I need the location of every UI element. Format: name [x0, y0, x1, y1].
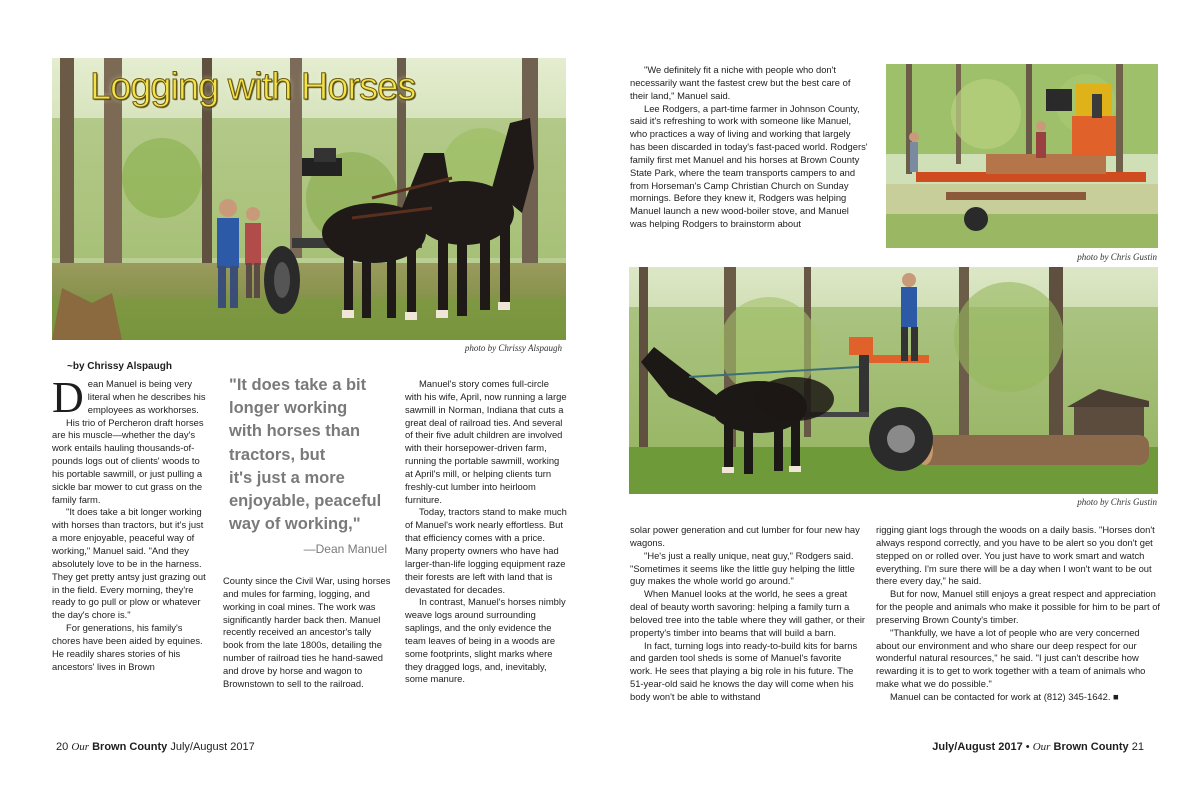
pull-quote-text: [229, 374, 399, 536]
magazine-prefix: Our: [71, 741, 90, 753]
pull-quote-line: "It does take a bit: [229, 376, 367, 394]
paragraph: "It does take a bit longer working with horses than tractors, but it's just a more enjoyable, peaceful way of working," Manuel said. "And they absolutely love to be in the harness. They get pretty antsy just grazing out in the field. Every morning, they're ready to go pull or plow or whatever the day's chore is.": [52, 506, 206, 621]
pull-quote-line: longer working: [229, 399, 348, 418]
page-number: 20: [56, 741, 69, 753]
pull-quote-line: with horses than: [229, 422, 361, 441]
folio-right: [932, 741, 1144, 753]
paragraph: In contrast, Manuel's horses nimbly weave logs around surrounding saplings, and the only evidence the team leaves of being in a woods are some footprints, slight marks where they dragged logs, and, inevitably, some manure.: [405, 596, 566, 685]
folio-left: [56, 741, 255, 753]
paragraph: When Manuel looks at the world, he sees a great deal of beauty worth savoring: helping a family turn a beloved tree into the table where they will gather, or their property's timber into beams that will build a barn.: [630, 588, 866, 638]
pull-quote: [229, 374, 399, 556]
paragraph: Manuel can be contacted for work at (812) 345-1642. ■: [890, 690, 1119, 702]
main-photo-credit: photo by Chrissy Alspaugh: [464, 343, 562, 353]
paragraph: rigging giant logs through the woods on a daily basis. "Horses don't always respond correctly, and you have to be alert so you don't get stepped on or rolled over. You just have to work smart and watch everything. I'm sure there will be a day when I won't want to be out there every day," he said.: [876, 524, 1155, 587]
right-page: [600, 0, 1200, 800]
pull-quote-line: enjoyable, peaceful: [229, 492, 382, 511]
sawmill-photo-illustration: [886, 64, 1158, 248]
paragraph: Manuel's story comes full-circle with his wife, April, now running a large sawmill in Norman, Indiana that cuts a great deal of railroad ties. And several of their five adult children are involved with their horsepower-driven farm, running the portable sawmill, working at April's mill, or helping clients turn freshly-cut lumber into heirloom furniture.: [405, 378, 567, 505]
article-column-3: [405, 378, 567, 686]
magazine-name: Brown County: [92, 741, 168, 753]
paragraph: County since the Civil War, using horses and mules for farming, logging, and working in coal mines. The work was significantly harder back then. Manuel recently received an ancestor's tally book from the late 1800s, detailing the number of railroad ties he hand-sawed and drove by horse and wagon to Brownstown to sell to the railroad.: [223, 575, 391, 689]
issue-date: July/August 2017: [170, 741, 255, 753]
article-column-top: [630, 64, 868, 231]
paragraph: "We definitely fit a niche with people who don't necessarily want the fastest crew but the best care of their land," Manuel said.: [630, 64, 851, 101]
sawmill-photo: [886, 64, 1158, 248]
sawmill-photo-credit: photo by Chris Gustin: [1077, 252, 1157, 262]
article-column-bottom-right: [876, 524, 1160, 704]
skidding-photo-credit: photo by Chris Gustin: [1077, 497, 1157, 507]
article-column-bottom-left: [630, 524, 866, 704]
article-column-1: [52, 373, 210, 673]
pull-quote-line: tractors, but: [229, 445, 326, 464]
paragraph: "Thankfully, we have a lot of people who are very concerned about our environment and who share our deep respect for our wonderful natural resources," he said. "I just can't describe how rewarding it is to get to work together with a team of animals who make what we do possible.": [876, 626, 1146, 690]
paragraph: solar power generation and cut lumber for four new hay wagons.: [630, 524, 860, 548]
paragraph-lede: [52, 373, 210, 422]
paragraph: But for now, Manuel still enjoys a great respect and appreciation for the people and animals who make it possible for him to be part of preserving Brown County's timber.: [876, 588, 1161, 625]
page-number: 21: [1131, 741, 1144, 753]
pull-quote-attribution: —Dean Manuel: [303, 542, 387, 557]
byline: ~by Chrissy Alspaugh: [67, 361, 172, 372]
paragraph: Lee Rodgers, a part-time farmer in Johnson County, said it's refreshing to work with someone like Manuel, who practices a way of living and working that largely has been discarded in today's fast-paced world. Rodgers' family first met Manuel and his horses at Brown County State Park, where the team transports campers to and from Horseman's Camp Christian Church on Sunday mornings. Before they knew it, Rodgers was helping Manuel launch a new wood-boiler stove, and Manuel was helping Rodgers to brainstorm about: [630, 102, 868, 230]
magazine-prefix: Our: [1032, 741, 1051, 753]
skidding-photo-illustration: [629, 267, 1158, 494]
paragraph: Today, tractors stand to make much of Manuel's work nearly effortless. But that efficiency comes with a price. Many property owners who have had larger-than-life logging equipment raze their forests are left with land that is devastated for decades.: [405, 506, 567, 595]
folio-separator: •: [1025, 741, 1030, 753]
paragraph: In fact, turning logs into ready-to-build kits for barns and garden tool sheds is some of Manuel's favorite work. He sees that playing a big role in his future. The 51-year-old said he knows the day will come when his body won't be able to withstand: [630, 639, 858, 702]
pull-quote-line: way of working,": [229, 515, 361, 534]
skidding-photo: [629, 267, 1158, 494]
headline: Logging with Horses: [90, 66, 416, 108]
paragraph: His trio of Percheron draft horses are his muscle—whether the day's work entails hauling thousands-of-pounds logs out of clients' woods to his portable sawmill, or just pulling a sickle bar mower to cut grass on the family farm.: [52, 416, 204, 505]
issue-date: July/August 2017: [932, 741, 1023, 753]
paragraph: "He's just a really unique, neat guy," Rodgers said. "Sometimes it seems like the little guy helping the little guy makes the whole world go around.": [630, 549, 855, 587]
lede-text: ean Manuel is being very literal when he describes his employees as workhorses.: [87, 378, 206, 415]
pull-quote-line: it's just a more: [229, 468, 345, 487]
magazine-name: Brown County: [1053, 741, 1129, 753]
article-column-2: [223, 575, 391, 691]
paragraph: For generations, his family's chores have been aided by equines. He readily shares stories of his ancestors' lives in Brown: [52, 622, 203, 672]
dropcap: D: [52, 373, 84, 422]
